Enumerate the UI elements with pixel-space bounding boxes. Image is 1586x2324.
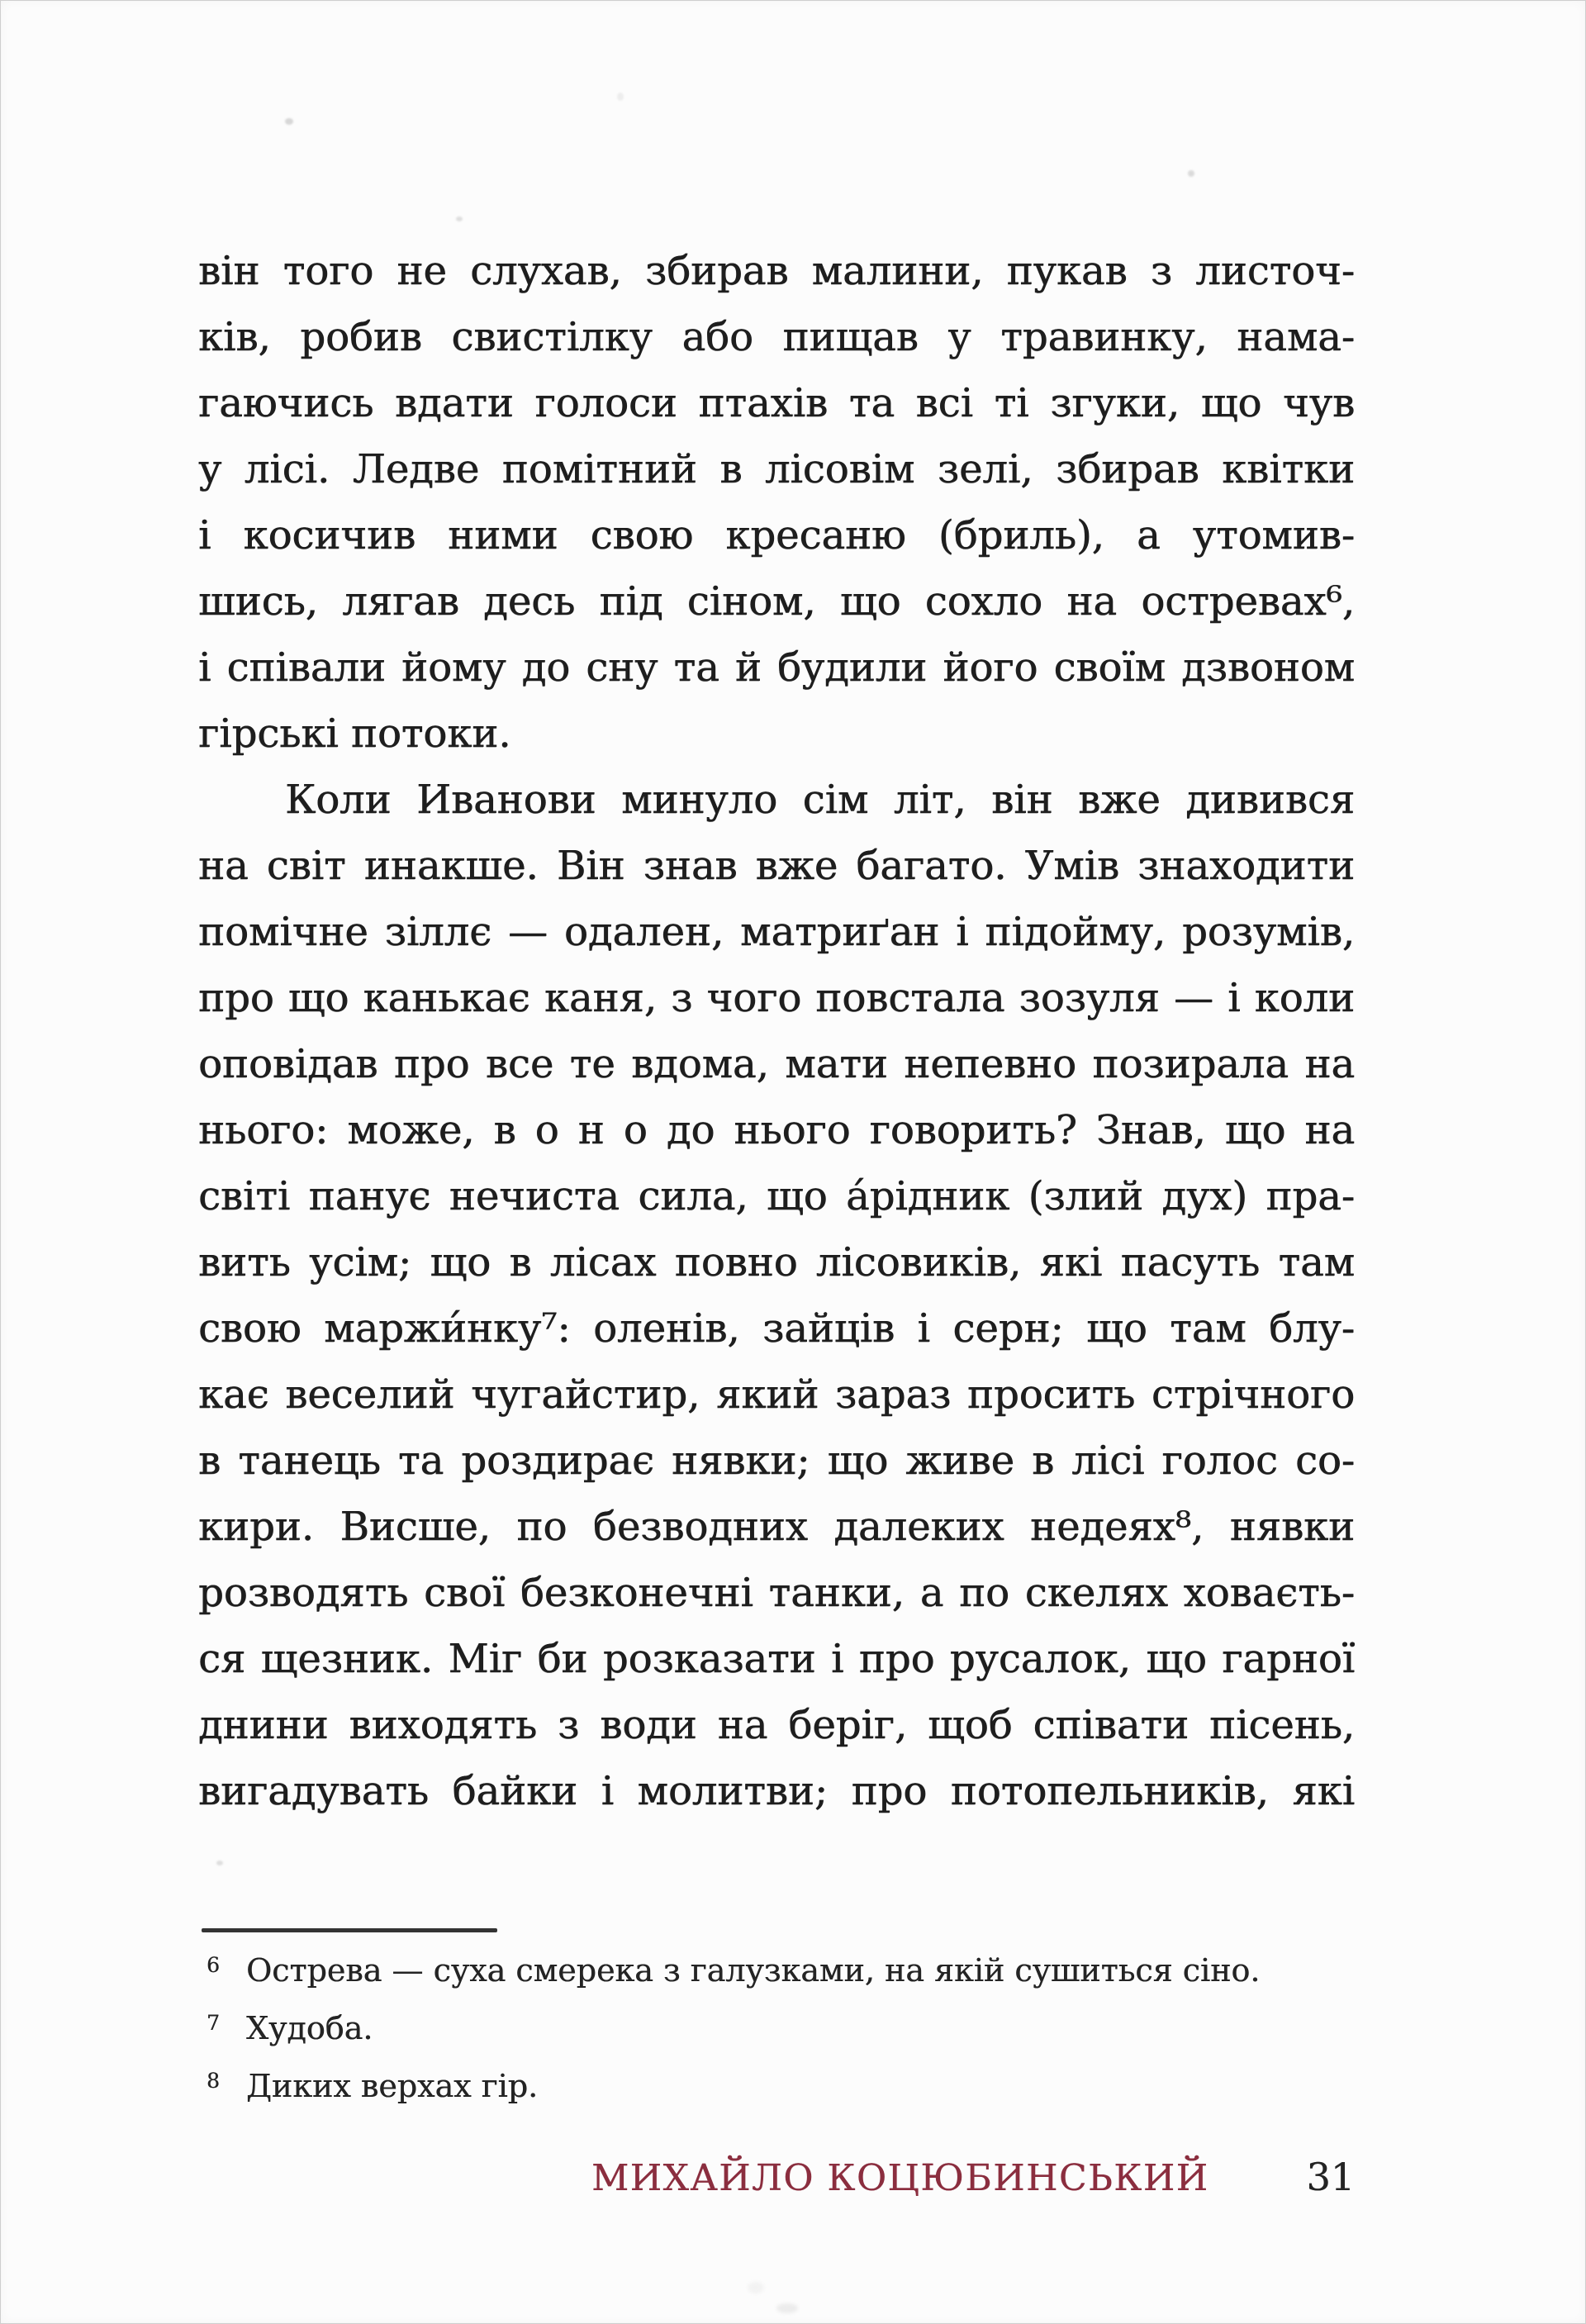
body-line: він того не слухав, збирав малини, пукав з листоч- <box>198 248 1355 294</box>
footnote-item <box>198 1941 1355 1999</box>
body-line: нього: може, в о н о до нього говорить? Знав, що на <box>198 1107 1355 1153</box>
page-footer <box>198 2155 1355 2199</box>
body-line: в танець та роздирає нявки; що живе в лісі голос со- <box>198 1438 1355 1484</box>
scan-speck <box>1188 170 1194 177</box>
body-line: гірські потоки. <box>198 711 511 757</box>
footnotes <box>198 1941 1355 2115</box>
body-line: на світ инакше. Він знав вже багато. Умів знаходити <box>198 843 1355 889</box>
footnote-text: Худоба. <box>246 2010 373 2046</box>
body-line: помічне зіллє — одален, матриґан і підойму, розумів, <box>198 909 1355 955</box>
scan-speck <box>216 1861 223 1865</box>
footnote-separator-rule <box>202 1928 497 1932</box>
body-line: ків, робив свистілку або пищав у травинку, нама- <box>198 314 1355 360</box>
body-line: кири. Висше, по безводних далеких недеях⁸, нявки <box>198 1504 1355 1550</box>
body-line: днини виходять з води на беріг, щоб співати пісень, <box>198 1702 1355 1748</box>
body-line: вигадувать байки і молитви; про потопельників, які <box>198 1768 1355 1814</box>
scan-speck <box>617 93 624 101</box>
scan-speck <box>285 118 293 125</box>
footnote-text: Диких верхах гір. <box>246 2068 539 2104</box>
body-line: розводять свої безконечні танки, а по скелях ховаєть- <box>198 1570 1355 1616</box>
footnote-item <box>198 2057 1355 2115</box>
body-line: вить усім; що в лісах повно лісовиків, які пасуть там <box>198 1239 1355 1286</box>
footnote-marker: 8 <box>207 2069 220 2093</box>
page-number: 31 <box>1306 2155 1355 2199</box>
scan-speck <box>748 2282 764 2293</box>
body-line: шись, лягав десь під сіном, що сохло на остревах⁶, <box>198 578 1355 625</box>
running-title-author: МИХАЙЛО КОЦЮБИНСЬКИЙ <box>591 2157 1209 2199</box>
body-line: кає веселий чугайстир, який зараз просить стрічного <box>198 1371 1355 1418</box>
footnote-marker: 6 <box>207 1953 220 1977</box>
body-line: і співали йому до сну та й будили його своїм дзвоном <box>198 644 1355 691</box>
body-line: Коли Иванови минуло сім літ, він вже дивився <box>285 777 1355 823</box>
body-line: і косичив ними свою кресаню (бриль), а утомив- <box>198 512 1355 558</box>
scan-speck <box>456 216 463 221</box>
scan-speck <box>776 2303 798 2313</box>
body-line: світі панує нечиста сила, що а́рідник (злий дух) пра- <box>198 1173 1355 1219</box>
footnote-item <box>198 1999 1355 2057</box>
footnote-text: Острева — суха смерека з галузками, на якій сушиться сіно. <box>246 1952 1261 1989</box>
body-line: гаючись вдати голоси птахів та всі ті згуки, що чув <box>198 380 1355 426</box>
body-text <box>198 238 1355 1824</box>
body-line: свою маржи́нку⁷: оленів, зайців і серн; що там блу- <box>198 1305 1355 1352</box>
body-line: ся щезник. Міг би розказати і про русалок, що гарної <box>198 1636 1355 1682</box>
body-line: у лісі. Ледве помітний в лісовім зелі, збирав квітки <box>198 446 1355 492</box>
body-line: оповідав про все те вдома, мати непевно позирала на <box>198 1041 1355 1087</box>
body-line: про що канькає каня, з чого повстала зозуля — і коли <box>198 975 1355 1021</box>
footnote-marker: 7 <box>207 2011 220 2035</box>
